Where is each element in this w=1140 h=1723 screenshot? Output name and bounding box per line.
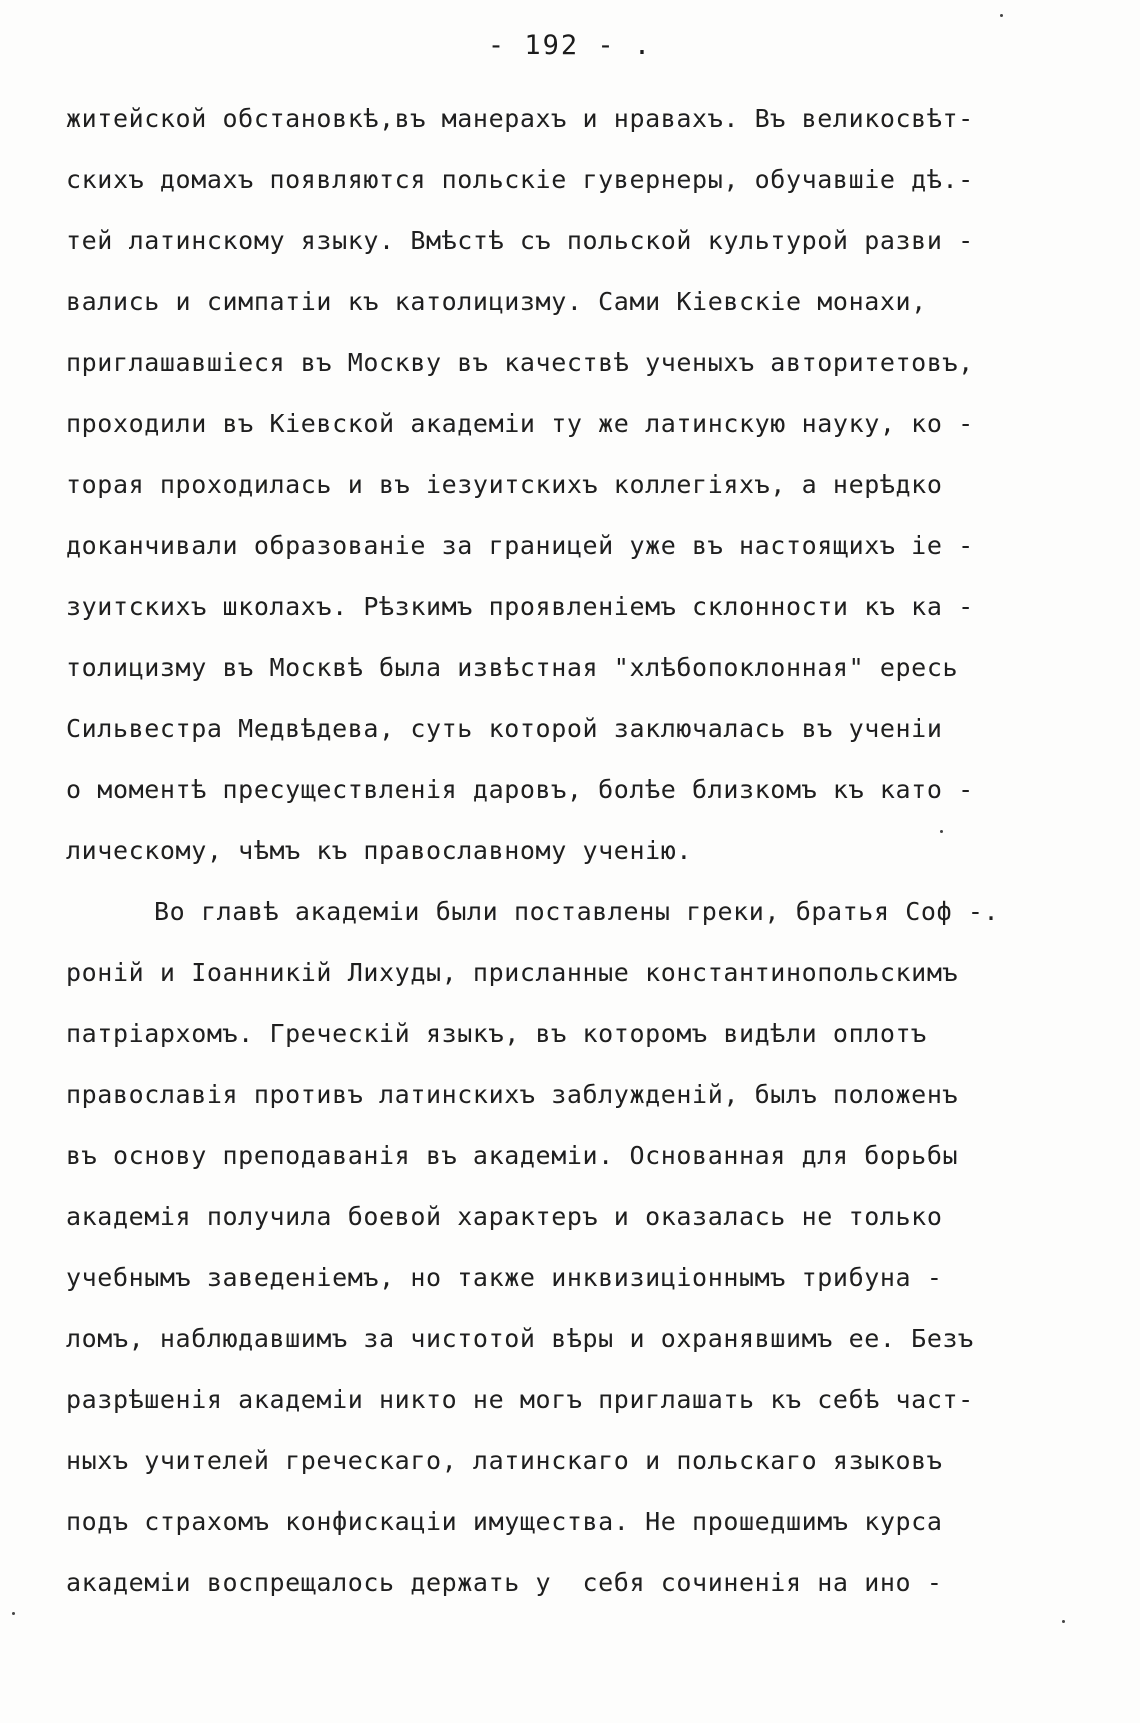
text-line: православія противъ латинскихъ заблужденій, былъ положенъ: [66, 1080, 959, 1109]
text-line: вались и симпатіи къ католицизму. Сами Кіевскіе монахи,: [66, 287, 927, 316]
text-line: о моментѣ пресуществленія даровъ, болѣе близкомъ къ като -: [66, 775, 974, 804]
text-line: торая проходилась и въ іезуитскихъ коллегіяхъ, а нерѣдко: [66, 470, 943, 499]
text-line: подъ страхомъ конфискаціи имущества. Не прошедшимъ курса: [66, 1507, 943, 1536]
text-line: приглашавшіеся въ Москву въ качествѣ ученыхъ авторитетовъ,: [66, 348, 974, 377]
text-line: роній и Іоанникій Лихуды, присланные константинопольскимъ: [66, 958, 959, 987]
text-line: толицизму въ Москвѣ была извѣстная "хлѣбопоклонная" ересь: [66, 653, 959, 682]
text-line: ныхъ учителей греческаго, латинскаго и польскаго языковъ: [66, 1446, 943, 1475]
text-line: академіи воспрещалось держать у себя сочиненія на ино -: [66, 1568, 943, 1597]
text-line: житейской обстановкѣ,въ манерахъ и нравахъ. Въ великосвѣт-: [66, 104, 974, 133]
text-line: лическому, чѣмъ къ православному ученію.: [66, 836, 693, 865]
text-line: зуитскихъ школахъ. Рѣзкимъ проявленіемъ склонности къ ка -: [66, 592, 974, 621]
text-line: академія получила боевой характеръ и оказалась не только: [66, 1202, 943, 1231]
text-line: разрѣшенія академіи никто не могъ приглашать къ себѣ част-: [66, 1385, 974, 1414]
text-line: патріархомъ. Греческій языкъ, въ которомъ видѣли оплотъ: [66, 1019, 927, 1048]
page-number: - 192 - .: [487, 30, 653, 61]
text-line: въ основу преподаванія въ академіи. Основанная для борьбы: [66, 1141, 959, 1170]
text-line: ломъ, наблюдавшимъ за чистотой вѣры и охранявшимъ ее. Безъ: [66, 1324, 974, 1353]
text-line: проходили въ Кіевской академіи ту же латинскую науку, ко -: [66, 409, 974, 438]
body-text: [66, 88, 1076, 1613]
scan-speck: [1062, 1620, 1065, 1623]
paragraph-start-line: Во главѣ академіи были поставлены греки, братья Соф -.: [154, 897, 1000, 926]
scan-speck: [940, 830, 943, 833]
text-line: учебнымъ заведеніемъ, но также инквизиціоннымъ трибуна -: [66, 1263, 943, 1292]
scan-speck: [1000, 14, 1003, 17]
text-line: доканчивали образованіе за границей уже въ настоящихъ іе -: [66, 531, 974, 560]
text-line: тей латинскому языку. Вмѣстѣ съ польской культурой разви -: [66, 226, 974, 255]
scan-speck: [12, 1612, 15, 1615]
text-line: Сильвестра Медвѣдева, суть которой заключалась въ ученіи: [66, 714, 943, 743]
text-line: скихъ домахъ появляются польскіе гувернеры, обучавшіе дѣ.-: [66, 165, 974, 194]
